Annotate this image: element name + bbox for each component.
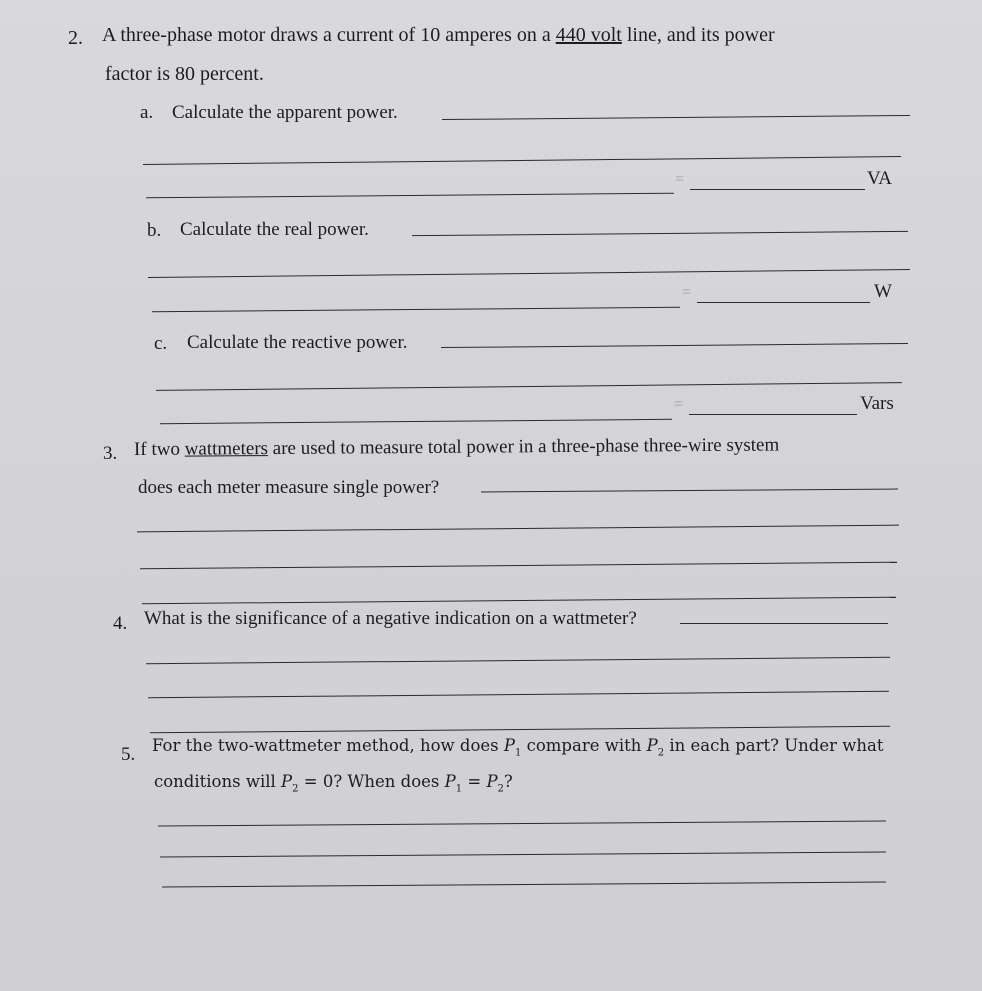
q2a-answer-line-1[interactable] [442,115,910,120]
q5-line2-start: conditions will [154,772,276,791]
q2a-prompt: Calculate the apparent power. [172,102,398,123]
q2a-result-line[interactable] [690,189,865,190]
q2-voltage: 440 volt [555,24,622,46]
q5-line1-start: For the two-wattmeter method, how does [152,736,499,755]
q2b-prompt: Calculate the real power. [180,219,369,240]
q2b-unit: W [874,281,892,302]
q5-answer-line-1[interactable] [158,820,886,826]
q5-line2 [154,774,513,794]
q4-answer-line-4[interactable] [150,726,890,733]
q5-line1 [152,738,883,758]
q5-l2-p2: P [281,772,293,791]
q2c-equals: = [674,396,684,413]
q5-l2-p2-sub: 2 [292,783,299,795]
q5-line2-mid: = 0? When does [303,772,440,791]
q2c-unit: Vars [860,393,894,414]
q3-answer-line-2[interactable] [137,525,899,533]
q2-number: 2. [68,27,83,49]
q2b-result-line[interactable] [697,302,870,303]
q3-line1-start: If two [133,438,180,460]
q2-line2: factor is 80 percent. [105,63,264,85]
q2c-answer-line-1[interactable] [441,343,908,348]
q5-l2-qmark: ? [503,772,513,791]
q5-line1-end: in each part? Under what [669,736,884,755]
q2-line1-start: A three-phase motor draws a current of 10 amperes on a [102,24,551,46]
q2a-letter: a. [140,102,154,123]
q3-line1 [134,435,779,459]
q2-line1 [102,25,775,45]
q2a-work-line[interactable] [146,193,674,199]
q2b-answer-line-1[interactable] [412,231,908,236]
q3-line2: does each meter measure single power? [138,477,440,498]
q2b-answer-line-2[interactable] [148,269,910,278]
q2c-work-line[interactable] [160,419,672,424]
q5-number: 5. [121,744,136,765]
q5-line1-mid: compare with [526,736,642,755]
q2b-work-line[interactable] [152,307,680,313]
q3-answer-line-4[interactable] [142,597,896,605]
q4-answer-line-2[interactable] [146,657,890,664]
q5-p2: P [646,736,658,755]
q3-answer-line-1[interactable] [481,489,898,493]
q2b-equals: = [682,284,692,301]
q5-answer-line-3[interactable] [162,881,886,887]
q5-p1: P [503,736,515,755]
q5-p1-sub: 1 [514,747,522,759]
q3-line1-end: are used to measure total power in a three-phase three-wire system [272,434,780,460]
q2c-result-line[interactable] [689,414,857,415]
q5-l2-p1b: P [444,772,456,791]
q5-l2-p2b: P [486,772,498,791]
q2a-answer-line-2[interactable] [143,156,901,165]
q4-answer-line-3[interactable] [148,691,889,698]
q2b-letter: b. [147,220,162,241]
q5-l2-p2b-sub: 2 [497,783,504,795]
q2c-letter: c. [154,333,168,354]
q2-line1-end: line, and its power [626,24,775,46]
q5-p2-sub: 2 [657,747,665,759]
q5-l2-p1b-sub: 1 [455,783,463,795]
q2c-answer-line-2[interactable] [156,382,902,391]
q3-number: 3. [103,443,118,464]
q2a-equals: = [675,171,685,188]
q3-wattmeters: wattmeters [184,438,269,460]
q4-number: 4. [113,613,128,634]
q5-answer-line-2[interactable] [160,851,886,857]
q4-answer-line-1[interactable] [680,623,888,624]
q2a-unit: VA [867,168,892,189]
q4-prompt: What is the significance of a negative indication on a wattmeter? [144,608,637,629]
q2c-prompt: Calculate the reactive power. [187,332,408,353]
q5-l2-equals: = [467,772,482,791]
q3-answer-line-3[interactable] [140,562,897,570]
